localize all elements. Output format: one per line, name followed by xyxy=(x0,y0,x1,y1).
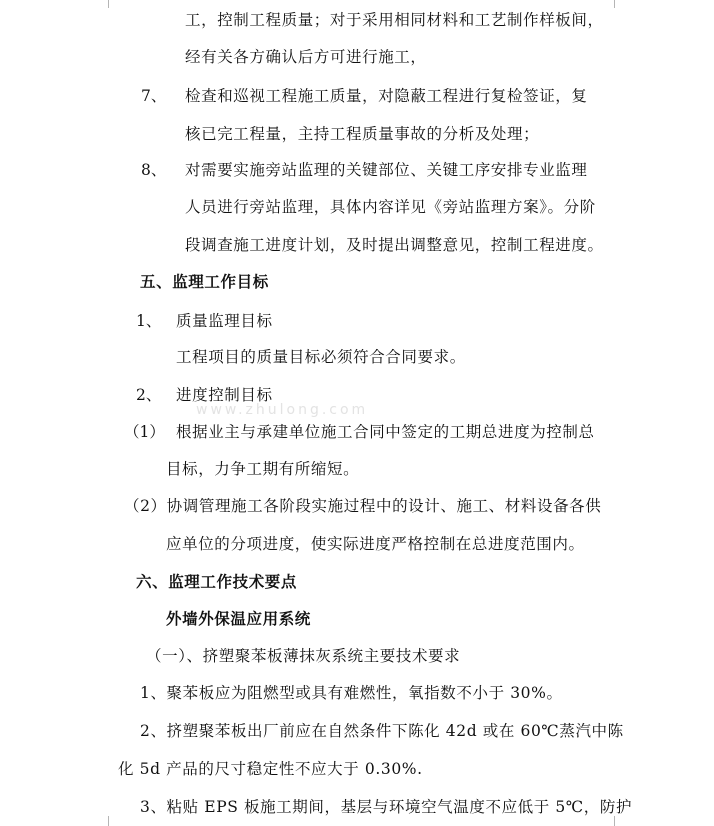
text-line: （一）、挤塑聚苯板薄抹灰系统主要技术要求 xyxy=(146,647,461,665)
text-line: 化 5d 产品的尺寸稳定性不应大于 0.30%. xyxy=(118,760,423,778)
list-number: （1） xyxy=(124,423,165,441)
text-line: 根据业主与承建单位施工合同中签定的工期总进度为控制总 xyxy=(176,423,595,441)
text-line: 进度控制目标 xyxy=(176,386,273,404)
text-line: 应单位的分项进度，使实际进度严格控制在总进度范围内。 xyxy=(166,535,585,553)
text-line: 段调查施工进度计划，及时提出调整意见，控制工程进度。 xyxy=(185,236,604,254)
crop-mark-top-left xyxy=(108,0,109,8)
list-number: 1、 xyxy=(136,312,162,330)
text-line: 质量监理目标 xyxy=(176,312,273,330)
crop-mark-top-right xyxy=(614,0,615,8)
text-line: （2）协调管理施工各阶段实施过程中的设计、施工、材料设备各供 xyxy=(124,497,602,515)
section-heading: 六、监理工作技术要点 xyxy=(136,572,298,591)
text-line: 检查和巡视工程施工质量，对隐蔽工程进行复检签证，复 xyxy=(185,87,588,105)
text-line: 目标，力争工期有所缩短。 xyxy=(166,460,360,478)
text-line: 2、挤塑聚苯板出厂前应在自然条件下陈化 42d 或在 60℃蒸汽中陈 xyxy=(140,722,624,740)
subsection-heading: 外墙外保温应用系统 xyxy=(166,609,311,628)
text-line: 经有关各方确认后方可进行施工， xyxy=(185,48,427,66)
list-number: 8、 xyxy=(141,161,167,179)
watermark: www.zhulong.com xyxy=(196,402,369,418)
section-heading: 五、监理工作目标 xyxy=(140,272,269,291)
text-line: 对需要实施旁站监理的关键部位、关键工序安排专业监理 xyxy=(185,161,588,179)
crop-mark-bottom-right xyxy=(614,816,615,826)
text-line: 1、聚苯板应为阻燃型或具有难燃性，氧指数不小于 30%。 xyxy=(140,684,563,702)
text-line: 3、粘贴 EPS 板施工期间，基层与环境空气温度不应低于 5℃，防护 xyxy=(140,798,633,816)
list-number: 2、 xyxy=(136,386,162,404)
text-line: 人员进行旁站监理，具体内容详见《旁站监理方案》。分阶 xyxy=(185,198,596,216)
list-number: 7、 xyxy=(141,87,167,105)
text-line: 工程项目的质量目标必须符合合同要求。 xyxy=(176,348,466,366)
crop-mark-bottom-left xyxy=(108,816,109,826)
text-line: 核已完工程量，主持工程质量事故的分析及处理； xyxy=(185,125,540,143)
text-line: 工，控制工程质量；对于采用相同材料和工艺制作样板间， xyxy=(185,11,604,29)
